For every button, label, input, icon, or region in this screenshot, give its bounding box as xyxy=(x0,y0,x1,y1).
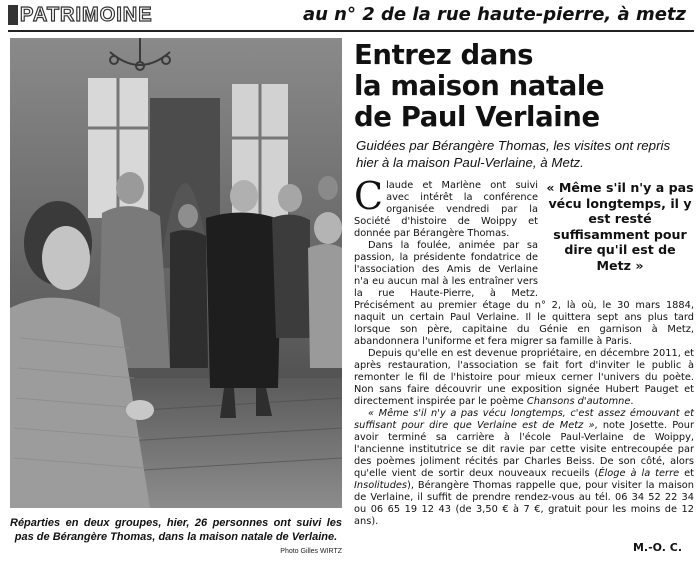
photo-illustration xyxy=(10,38,342,508)
paragraph xyxy=(354,348,694,408)
header-rule xyxy=(8,30,694,32)
paragraph xyxy=(354,408,694,528)
paragraph-text: et xyxy=(679,468,694,479)
drop-cap: C xyxy=(354,174,384,218)
article-photo xyxy=(10,38,342,508)
author-signature: M.-O. C. xyxy=(632,541,682,554)
paragraph-text: , note Josette. Pour avoir terminé sa carrière à l'école Paul-Verlaine de Woippy, l'ancienne institutrice se dit ravie par cette visite entrecoupée par des poèmes joliment récités par Charles Beiss. De son côté, alors qu'elle vient de sortir deux nouveaux recueils ( xyxy=(354,420,694,479)
photo-credit: Photo Gilles WIRTZ xyxy=(280,548,342,555)
book-title: Éloge à la terre xyxy=(598,468,680,479)
paragraph: Dans la foulée, animée par sa passion, la présidente fondatrice de l'association des Amis de Verlaine n'a eu aucun mal à les entraîner vers la rue Haute-Pierre, à Metz. Précisément au premier étage du n° 2, là où, le 30 mars 1884, naquit un certain Paul Verlaine. Il le quittera sept ans plus tard lorsque son père, capitaine du Génie en garnison à Metz, abandonnera l'uniforme et fera migrer sa famille à Paris. xyxy=(354,240,694,347)
book-title: Insolitudes xyxy=(354,480,408,491)
section-name: PATRIMOINE xyxy=(20,4,153,26)
headline-line: Entrez dans xyxy=(354,39,534,71)
poem-title: Chansons d'automne xyxy=(526,396,631,407)
page-header xyxy=(0,0,700,32)
headline-line: de Paul Verlaine xyxy=(354,101,600,133)
headline xyxy=(354,40,694,133)
paragraph-text: . xyxy=(630,396,634,407)
section-marker-icon xyxy=(8,5,18,25)
location-kicker: au n° 2 de la rue haute-pierre, à metz xyxy=(302,4,686,25)
article-body xyxy=(354,174,694,528)
photo-caption: Réparties en deux groupes, hier, 26 personnes ont suivi les pas de Bérangère Thomas, dans la maison natale de Verlaine. xyxy=(10,517,342,543)
headline-line: la maison natale xyxy=(354,70,605,102)
pull-quote: « Même s'il n'y a pas vécu longtemps, il y est resté suffisamment pour dire qu'il est de Metz » xyxy=(546,180,694,273)
paragraph-text: ), Bérangère Thomas rappelle que, pour visiter la maison de Verlaine, il suffit de prendre rendez-vous au tél. 06 34 52 22 34 ou 06 65 19 12 43 (de 3,50 € à 7 €, gratuit pour les moins de 12 ans). xyxy=(354,480,694,527)
paragraph-text: laude et Marlène ont suivi avec intérêt la conférence organisée vendredi par la Société d'histoire de Woippy et donnée par Bérangère Thomas. xyxy=(354,180,538,239)
section-tag xyxy=(8,4,153,26)
standfirst: Guidées par Bérangère Thomas, les visites ont repris hier à la maison Paul-Verlaine, à Metz. xyxy=(356,138,671,170)
paragraph-text: Depuis qu'elle en est devenue propriétaire, en décembre 2011, et après restauration, l'association se fait fort d'inviter le public à remonter le fil de l'histoire pour mieux cerner l'univers du poète. Non sans faire découvrir une exposition signée Hubert Pauget et directement inspirée par le poème xyxy=(354,348,694,407)
quote: « Même s'il n'y a pas vécu longtemps, c'est assez émouvant et suffisant pour dire que Verlaine est de Metz » xyxy=(354,408,694,431)
